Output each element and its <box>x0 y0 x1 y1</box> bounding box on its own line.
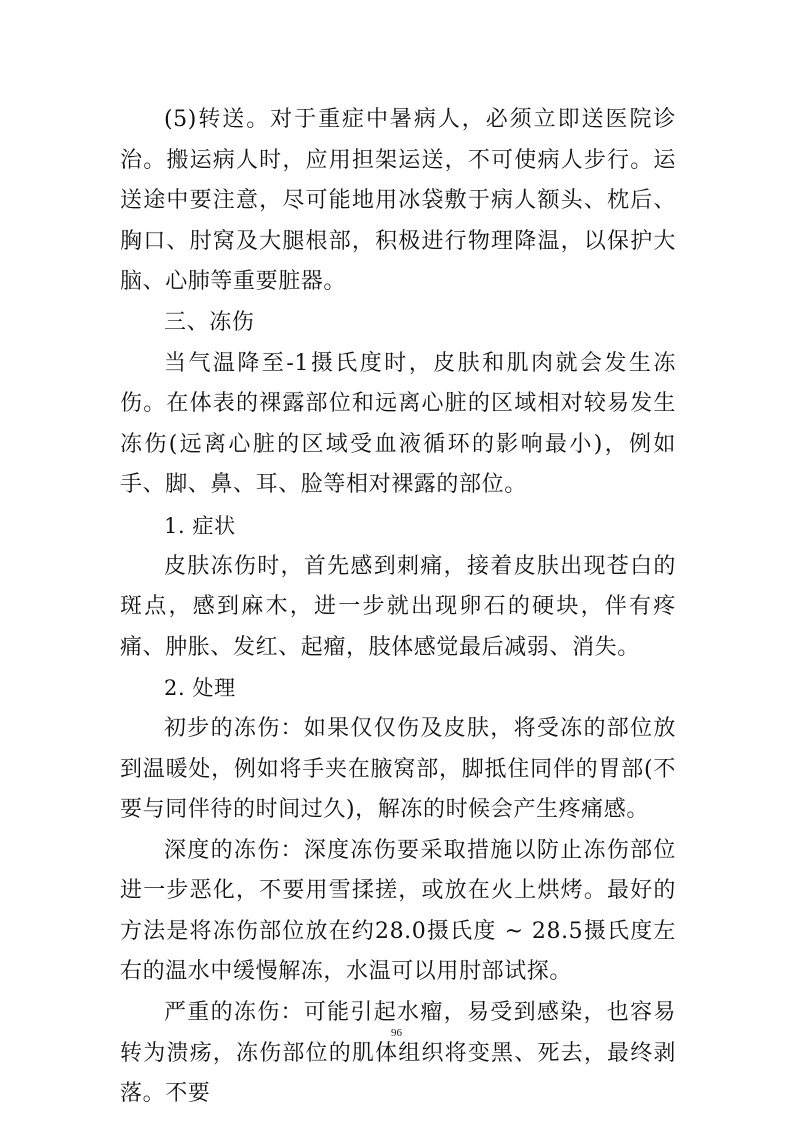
subheading-treatment: 2. 处理 <box>164 676 236 701</box>
document-body <box>120 100 676 1115</box>
paragraph-severe-frostbite: 严重的冻伤：可能引起水瘤，易受到感染，也容易转为溃疡，冻伤部位的肌体组织将变黑、死去，最终剥落。不要 <box>120 1000 676 1107</box>
section-heading-frostbite: 三、冻伤 <box>164 309 255 335</box>
paragraph-symptoms: 皮肤冻伤时，首先感到刺痛，接着皮肤出现苍白的斑点，感到麻木，进一步就出现卵石的硬块，伴有疼痛、肿胀、发红、起瘤，肢体感觉最后减弱、消失。 <box>120 553 676 660</box>
paragraph-mild-frostbite: 初步的冻伤：如果仅仅伤及皮肤，将受冻的部位放到温暖处，例如将手夹在腋窝部，脚抵住同伴的胃部(不要与同伴待的时间过久)，解冻的时候会产生疼痛感。 <box>120 715 676 823</box>
page-number: 96 <box>391 1027 402 1039</box>
paragraph-deep-frostbite: 深度的冻伤：深度冻伤要采取措施以防止冻伤部位进一步恶化，不要用雪揉搓，或放在火上烘烤。最好的方法是将冻伤部位放在约28.0摄氏度 ~ 28.5摄氏度左右的温水中缓慢解冻，水温可以用肘部试探。 <box>120 837 676 985</box>
paragraph-transport: (5)转送。对于重症中暑病人，必须立即送医院诊治。搬运病人时，应用担架运送，不可使病人步行。运送途中要注意，尽可能地用冰袋敷于病人额头、枕后、胸口、肘窝及大腿根部，积极进行物理降温，以保护大脑、心肺等重要脏器。 <box>120 107 676 295</box>
paragraph-frostbite-intro: 当气温降至-1摄氏度时，皮肤和肌肉就会发生冻伤。在体表的裸露部位和远离心脏的区域相对较易发生冻伤(远离心脏的区域受血液循环的影响最小)，例如手、脚、鼻、耳、脸等相对裸露的部位。 <box>120 350 676 498</box>
subheading-symptoms: 1. 症状 <box>164 513 236 538</box>
